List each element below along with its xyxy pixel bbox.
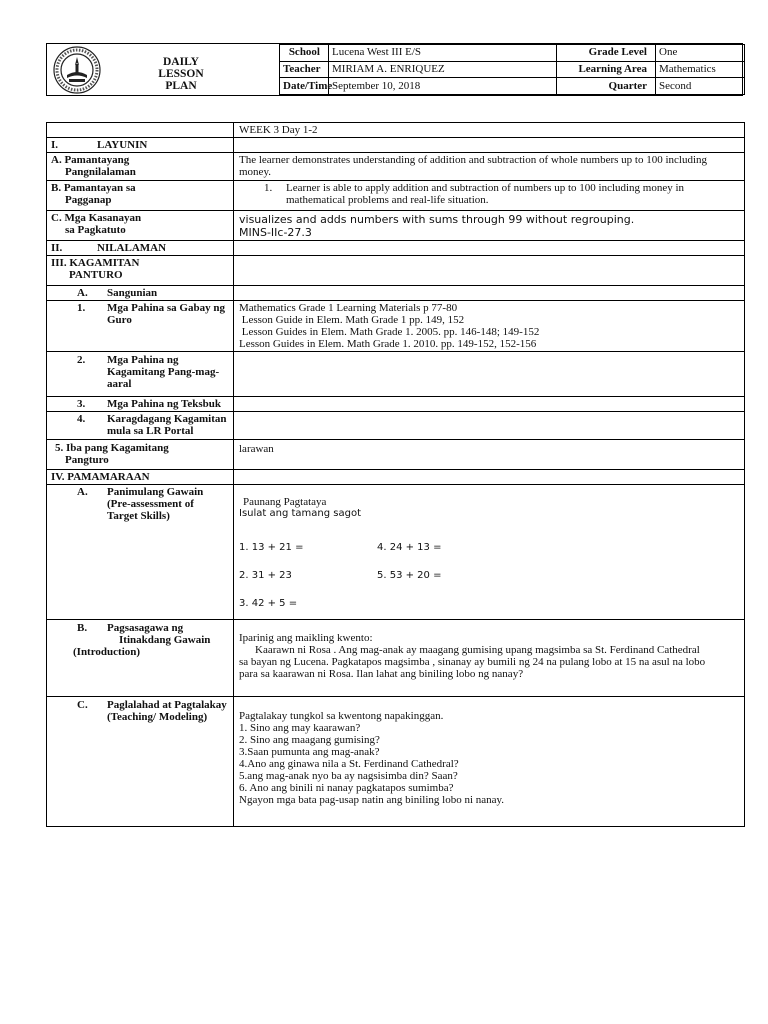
table-row [47,241,745,256]
label-line: (Introduction) [73,646,141,658]
numbered-item [77,413,229,437]
label-group [107,354,219,390]
exercise-list [239,534,740,618]
week-label: WEEK 3 Day 1-2 [234,123,745,138]
discussion-line: 2. Sino ang maagang gumising? [239,734,380,746]
teaching-value [234,697,745,827]
discussion-line: 1. Sino ang may kaarawan? [239,722,361,734]
numbered-item [77,622,229,646]
story-line: Kaarawn ni Rosa . Ang mag-anak ay maagang gumising upang magsimba sa St. Ferdinand Cathedral [255,644,700,656]
label-group [107,486,203,522]
row-label [47,440,234,470]
discussion-line: 3.Saan pumunta ang mag-anak? [239,746,380,758]
table-row [47,301,745,352]
label-line: Kagamitang Pang-mag- [107,366,220,378]
table-row [47,211,745,241]
exercise-row [239,562,740,590]
label-line: Pagsasagawa ng [107,622,184,634]
reference-line: Lesson Guide in Elem. Math Grade 1 pp. 149, 152 [239,314,465,326]
exercise-item: 1. 13 + 21 = [239,542,304,553]
plan-title [131,56,231,92]
table-row [47,286,745,301]
item-number: 2. [77,354,86,366]
numbered-item [77,354,229,390]
label-line: (Pre-assessment of [107,498,194,510]
label-line: Karagdagang Kagamitan [107,413,227,425]
table-row [47,256,745,286]
date-time-value: September 10, 2018 [329,78,557,95]
exercise-row [239,534,740,562]
school-value: Lucena West III E/S [329,45,557,62]
section-pamamaraan: IV. PAMAMARAAN [47,470,234,485]
section-kagamitan [47,256,234,286]
label-line: Mga Pahina sa Gabay ng [107,302,225,314]
assessment-title: Paunang Pagtataya [243,496,327,508]
exercise-row [239,590,740,618]
numbered-item [264,182,740,206]
label-line: sa Pagkatuto [65,224,126,236]
kasanayan-value [234,211,745,241]
exercise-item: 3. 42 + 5 = [239,598,298,609]
section-title: NILALAMAN [97,242,167,254]
table-row [47,352,745,397]
item-number: 1. [264,182,273,194]
competency-code: MINS-IIc-27.3 [239,226,312,239]
row-label [47,485,234,620]
label-line: Guro [107,314,132,326]
numbered-item [77,699,229,723]
empty-cell [47,123,234,138]
learning-area-label: Learning Area [557,61,656,78]
row-label [47,397,234,412]
story-line: Iparinig ang maikling kwento: [239,632,373,644]
reference-line: Mathematics Grade 1 Learning Materials p 77-80 [239,302,458,314]
row-label [47,211,234,241]
quarter-value: Second [656,78,745,95]
label-line: PANTURO [69,269,123,281]
section-number: I. [51,139,59,151]
empty-cell [234,138,745,153]
discussion-line: Ngayon mga bata pag-usap natin ang biniling lobo ni nanay. [239,794,505,806]
date-time-label: Date/Time [280,78,329,95]
header-block [46,43,743,96]
quarter-label: Quarter [557,78,656,95]
empty-cell [234,352,745,397]
section-layunin [47,138,234,153]
label-line: Pangnilalaman [65,166,136,178]
label-line: Mga Pahina ng [107,354,179,366]
deped-seal-icon [52,45,102,95]
section-nilalaman [47,241,234,256]
item-text: Learner is able to apply addition and subtraction of numbers up to 100 including money in mathematical problems and real-life situation. [286,182,685,206]
label-line: Mga Pahina ng Teksbuk [107,398,222,410]
row-label [47,697,234,827]
label-line: Pagganap [65,194,112,206]
school-label: School [280,45,329,62]
row-label [47,620,234,697]
plan-title-line: PLAN [165,80,197,92]
discussion-line: 6. Ano ang binili ni nanay pagkatapos sumimba? [239,782,454,794]
empty-cell [234,412,745,440]
item-number: 3. [77,398,86,410]
item-number: 1. [77,302,86,314]
empty-cell [234,286,745,301]
table-row [47,138,745,153]
label-line: Sangunian [107,287,158,299]
learning-area-value: Mathematics [656,61,745,78]
label-line: Paglalahad at Pagtalakay [107,699,227,711]
row-label [47,181,234,211]
iba-pang-kagamitan-value: larawan [234,440,745,470]
table-row [47,397,745,412]
table-row [47,470,745,485]
table-row [47,153,745,181]
table-row [47,620,745,697]
table-row [47,412,745,440]
empty-cell [234,241,745,256]
row-label [47,286,234,301]
empty-cell [234,256,745,286]
label-line: Panimulang Gawain [107,486,204,498]
row-label [47,301,234,352]
label-group [107,413,226,437]
teacher-label: Teacher [280,61,329,78]
plan-title-line: DAILY [162,56,199,68]
header-row [280,45,745,62]
item-number: B. [77,622,88,634]
discussion-line: 4.Ano ang ginawa nila a St. Ferdinand Cathedral? [239,758,459,770]
pre-assessment-value [234,485,745,620]
competency-text: visualizes and adds numbers with sums through 99 without regrouping. [239,213,635,226]
table-row [47,697,745,827]
header-info-table [279,44,745,95]
item-number: A. [77,486,88,498]
label-line: (Teaching/ Modeling) [107,711,208,723]
section-title: LAYUNIN [97,139,148,151]
plan-title-line: LESSON [158,68,204,80]
item-number: 4. [77,413,86,425]
discussion-line: 5.ang mag-anak nyo ba ay nagsisimba din? Saan? [239,770,458,782]
label-line: C. Mga Kasanayan [51,212,142,224]
empty-cell [234,470,745,485]
reference-line: Lesson Guides in Elem. Math Grade 1. 2010. pp. 149-152, 152-156 [239,338,537,350]
story-line: sa bayan ng Lucena. Pagkatapos magsimba , sinanay ay bumili ng 24 na pulang lobo at 15 na asul na lobo [239,656,706,668]
section-number: II. [51,242,63,254]
label-line: 5. Iba pang Kagamitang [55,442,169,454]
row-label [47,153,234,181]
story-line: para sa kaarawan ni Rosa. Ilan lahat ang biniling lobo ng nanay? [239,668,524,680]
empty-cell [234,397,745,412]
table-row [47,181,745,211]
grade-level-label: Grade Level [557,45,656,62]
label-line: Itinakdang Gawain [119,634,211,646]
item-number: A. [77,287,88,299]
label-line: A. Pamantayang [51,154,130,166]
exercise-item: 5. 53 + 20 = [377,570,442,581]
header-row [280,61,745,78]
exercise-item: 2. 31 + 23 [239,570,292,581]
label-line: Pangturo [65,454,109,466]
label-line: aaral [107,378,132,390]
label-line: Target Skills) [107,510,170,522]
discussion-line: Pagtalakay tungkol sa kwentong napakinggan. [239,710,444,722]
item-number: C. [77,699,88,711]
pamantayang-value: The learner demonstrates understanding of addition and subtraction of whole numbers up to 100 including money. [234,153,745,181]
label-group [107,622,210,646]
exercise-item: 4. 24 + 13 = [377,542,442,553]
numbered-item [77,302,229,326]
teacher-value: MIRIAM A. ENRIQUEZ [329,61,557,78]
label-line: III. KAGAMITAN [51,257,140,269]
numbered-item [77,486,229,522]
label-line: mula sa LR Portal [107,425,194,437]
grade-level-value: One [656,45,745,62]
lesson-plan-table [46,122,745,827]
pagganap-value [234,181,745,211]
table-row [47,123,745,138]
label-line: B. Pamantayan sa [51,182,136,194]
row-label [47,412,234,440]
table-row [47,485,745,620]
label-group [107,302,225,326]
row-label [47,352,234,397]
label-group [107,699,227,723]
table-row [47,440,745,470]
introduction-value [234,620,745,697]
assessment-instruction: Isulat ang tamang sagot [239,508,362,519]
references-value [234,301,745,352]
reference-line: Lesson Guides in Elem. Math Grade 1. 2005. pp. 146-148; 149-152 [239,326,540,338]
header-row [280,78,745,95]
